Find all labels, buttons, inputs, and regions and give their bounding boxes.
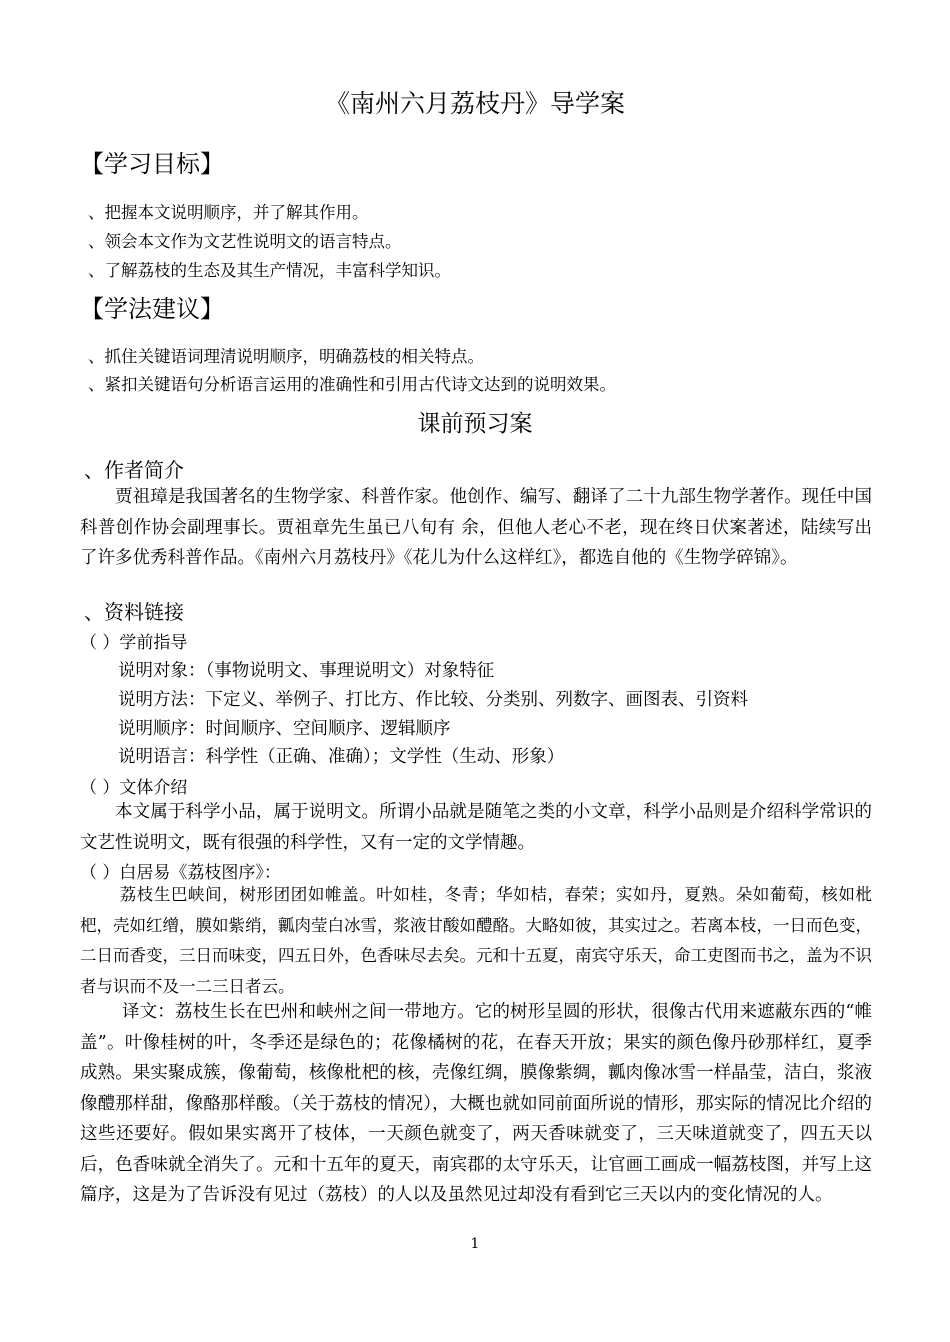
page-number: 1 — [470, 1236, 480, 1252]
guide-item: 说明顺序：时间顺序、空间顺序、逻辑顺序 — [118, 719, 451, 739]
guide-item: 说明语言：科学性（正确、准确）；文学性（生动、形象） — [118, 747, 565, 767]
preface-heading: （ ）白居易《荔枝图序》： — [80, 863, 281, 883]
goal-item: 、把握本文说明顺序，并了解其作用。 — [88, 203, 369, 222]
method-item: 、紧扣关键语句分析语言运用的准确性和引用古代诗文达到的说明效果。 — [88, 375, 616, 394]
preface-classical-text: 荔枝生巴峡间，树形团团如帷盖。叶如桂，冬青；华如桔，春荣；实如丹，夏熟。朵如葡萄，核如枇杷，壳如红缯，膜如紫绡，瓤肉莹白冰雪，浆液甘酸如醴酪。大略如彼，其实过之。若离本枝，一日而色变，二日而香变，三日而味变，四五日外，色香味尽去矣。元和十五夏，南宾守乐天，命工吏图而书之，盖为不识者与识而不及一二三日者云。 — [80, 885, 872, 996]
guide-item: 说明对象：（事物说明文、事理说明文）对象特征 — [118, 661, 495, 681]
methods-heading: 【学法建议】 — [80, 295, 224, 323]
genre-heading: （ ）文体介绍 — [80, 778, 188, 798]
guide-item: 说明方法：下定义、举例子、打比方、作比较、分类别、列数字、画图表、引资料 — [118, 690, 748, 710]
translation-paragraph: 译文：荔枝生长在巴州和峡州之间一带地方。它的树形呈圆的形状，很像古代用来遮蔽东西的“帷盖”。叶像桂树的叶，冬季还是绿色的；花像橘树的花，在春天开放；果实的颜色像丹砂那样红，夏季成熟。果实聚成簇，像葡萄，核像枇杷的核，壳像红绸，膜像紫绸，瓤肉像冰雪一样晶莹，洁白，浆液像醴那样甜，像酪那样酸。（关于荔枝的情况），大概也就如同前面所说的情形，那实际的情况比介绍的这些还要好。假如果实离开了枝体，一天颜色就变了，两天香味就变了，三天味道就变了，四五天以后，色香味就全消失了。元和十五年的夏天，南宾郡的太守乐天，让官画工画成一幅荔枝图，并写上这篇序，这是为了告诉没有见过（荔枝）的人以及虽然见过却没有看到它三天以内的变化情况的人。 — [80, 1002, 872, 1205]
goal-item: 、了解荔枝的生态及其生产情况，丰富科学知识。 — [88, 261, 451, 280]
goal-item: 、领会本文作为文艺性说明文的语言特点。 — [88, 232, 402, 251]
author-heading: 、作者简介 — [84, 458, 184, 482]
guide-heading: （ ）学前指导 — [80, 633, 188, 653]
method-item: 、抓住关键语词理清说明顺序，明确荔枝的相关特点。 — [88, 347, 484, 366]
genre-paragraph: 本文属于科学小品，属于说明文。所谓小品就是随笔之类的小文章，科学小品则是介绍科学常识的文艺性说明文，既有很强的科学性，又有一定的文学情趣。 — [80, 802, 872, 853]
material-heading: 、资料链接 — [84, 600, 184, 624]
page-title: 《南州六月荔枝丹》导学案 — [324, 89, 625, 118]
goals-heading: 【学习目标】 — [80, 150, 224, 178]
author-paragraph: 贾祖璋是我国著名的生物学家、科普作家。他创作、编写、翻译了二十九部生物学著作。现任中国科普创作协会副理事长。贾祖章先生虽已八旬有 余，但他人老心不老，现在终日伏案著述，陆续写出了许多优秀科普作品。《南州六月荔枝丹》《花儿为什么这样红》，都选自他的《生物学碎锦》。 — [80, 487, 872, 568]
preview-heading: 课前预习案 — [417, 411, 533, 437]
